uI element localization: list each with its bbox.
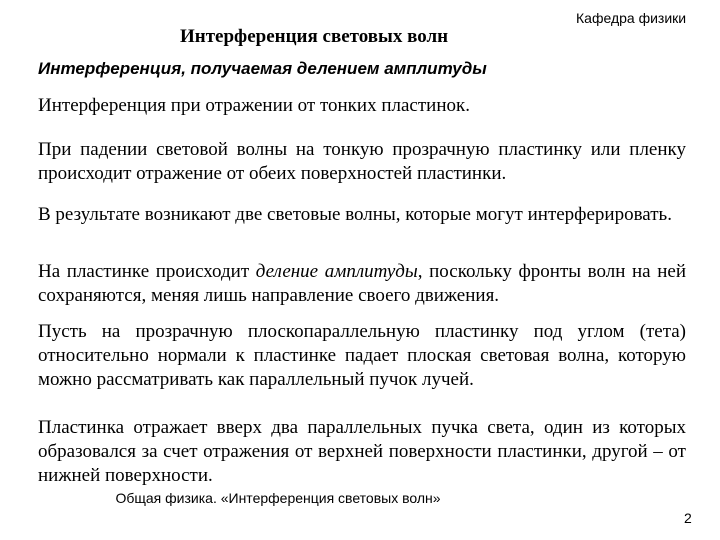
paragraph-incidence: При падении световой волны на тонкую прозрачную пластинку или пленку происходит отражение от обеих поверхностей пластинки.: [38, 139, 686, 184]
amplitude-division-term: деление амплитуды: [255, 261, 418, 282]
paragraph-plane-wave: Пусть на прозрачную плоскопараллельную пластинку под углом (тета) относительно нормали к пластинке падает плоская световая волна, которую можно рассматривать как параллельный пучок лучей.: [38, 321, 686, 390]
section-heading: Интерференция при отражении от тонких пластинок.: [38, 95, 470, 116]
footer-caption: Общая физика. «Интерференция световых волн»: [115, 490, 441, 506]
paragraph-reflection-beams: Пластинка отражает вверх два параллельных пучка света, один из которых образовался за счет отражения от верхней поверхности пластинки, другой – от нижней поверхности.: [38, 417, 686, 486]
paragraph-amplitude-text-start: На пластинке происходит: [38, 261, 256, 282]
slide-title: Интерференция световых волн: [180, 26, 449, 47]
paragraph-amplitude-text-end: , поскольку фронты волн на ней сохраняются, меняя лишь направление своего движения.: [38, 261, 686, 306]
department-label: Кафедра физики: [576, 10, 687, 26]
page-number: 2: [684, 510, 692, 526]
paragraph-amplitude-division: [38, 260, 686, 308]
slide-subtitle: Интерференция, получаемая делением амплитуды: [38, 59, 487, 78]
paragraph-result: В результате возникают две световые волны, которые могут интерферировать.: [38, 204, 672, 225]
